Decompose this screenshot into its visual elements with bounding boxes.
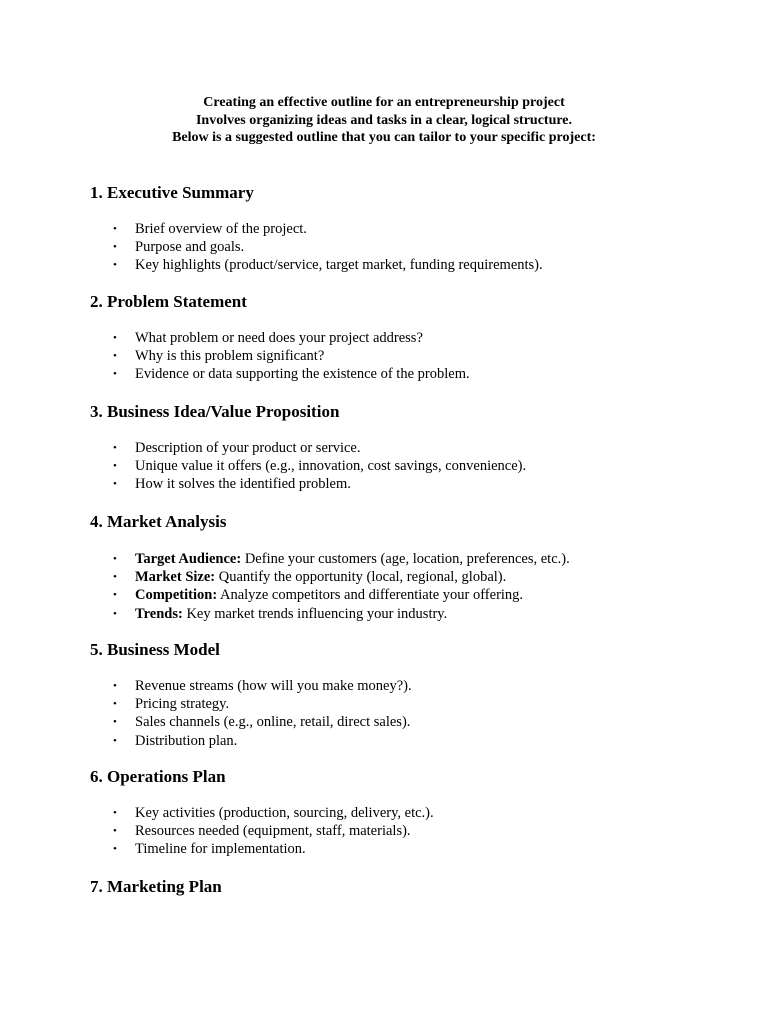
list-item (90, 677, 730, 695)
list-item-text: Resources needed (equipment, staff, materials). (135, 823, 411, 840)
list-item (90, 605, 730, 623)
list-item-text: Key highlights (product/service, target market, funding requirements). (135, 257, 543, 274)
section-heading: 7. Marketing Plan (90, 877, 222, 896)
list-item (90, 713, 730, 731)
bullet-list (90, 677, 730, 750)
bullet-icon: • (113, 460, 117, 473)
list-item (90, 695, 730, 713)
list-item-text: Why is this problem significant? (135, 348, 325, 365)
list-item-text: Key market trends influencing your industry. (182, 605, 448, 622)
bullet-icon: • (113, 350, 117, 363)
list-item-text: How it solves the identified problem. (135, 476, 351, 493)
section-business-idea (90, 402, 730, 493)
list-item (90, 822, 730, 840)
intro-line-1: Creating an effective outline for an entrepreneurship project (203, 95, 565, 110)
list-item-label: Competition: (135, 587, 218, 604)
list-item-text: Purpose and goals. (135, 239, 245, 256)
section-heading: 6. Operations Plan (90, 767, 226, 786)
list-item (90, 475, 730, 493)
bullet-list (90, 439, 730, 494)
section-marketing-plan (90, 877, 730, 897)
list-item (90, 238, 730, 256)
list-item-text: Key activities (production, sourcing, delivery, etc.). (135, 805, 434, 821)
list-item-text: Brief overview of the project. (135, 221, 307, 237)
intro-line-2: Involves organizing ideas and tasks in a clear, logical structure. (195, 112, 573, 128)
list-item (90, 439, 730, 457)
section-heading: 4. Market Analysis (90, 512, 227, 531)
section-market-analysis (90, 512, 730, 622)
bullet-icon: • (113, 223, 117, 235)
bullet-icon: • (113, 241, 117, 254)
bullet-icon: • (113, 368, 117, 381)
list-item-text: Evidence or data supporting the existence of the problem. (135, 366, 470, 383)
list-item-text: Unique value it offers (e.g., innovation, cost savings, convenience). (135, 458, 527, 475)
section-operations-plan (90, 767, 730, 858)
list-item-text: Distribution plan. (135, 732, 238, 749)
intro-block (0, 94, 768, 147)
list-item-text: Revenue streams (how will you make money?). (135, 678, 412, 694)
list-item (90, 256, 730, 274)
bullet-icon: • (113, 442, 117, 454)
bullet-icon: • (113, 553, 117, 565)
section-executive-summary (90, 183, 730, 274)
bullet-icon: • (113, 607, 117, 620)
list-item-label: Target Audience: (135, 551, 242, 567)
section-heading: 3. Business Idea/Value Proposition (90, 402, 340, 421)
bullet-list (90, 329, 730, 384)
list-item (90, 804, 730, 822)
list-item-text: Timeline for implementation. (135, 841, 306, 858)
bullet-list (90, 804, 730, 859)
list-item-text: What problem or need does your project address? (135, 330, 423, 346)
list-item (90, 347, 730, 365)
list-item (90, 732, 730, 750)
bullet-icon: • (113, 698, 117, 711)
bullet-icon: • (113, 478, 117, 491)
list-item-text: Analyze competitors and differentiate your offering. (217, 587, 524, 604)
list-item (90, 365, 730, 383)
bullet-icon: • (113, 332, 117, 344)
bullet-icon: • (113, 259, 117, 272)
list-item-text: Quantify the opportunity (local, regional, global). (215, 569, 507, 586)
bullet-list (90, 550, 730, 623)
bullet-icon: • (113, 589, 117, 602)
list-item-text: Pricing strategy. (135, 696, 230, 713)
intro-line-3: Below is a suggested outline that you can tailor to your specific project: (172, 130, 596, 145)
section-heading: 2. Problem Statement (90, 292, 247, 311)
list-item-label: Trends: (135, 605, 183, 622)
section-business-model (90, 640, 730, 749)
list-item (90, 457, 730, 475)
list-item-label: Market Size: (135, 569, 216, 586)
bullet-icon: • (113, 716, 117, 729)
section-problem-statement (90, 292, 730, 383)
bullet-icon: • (113, 680, 117, 692)
bullet-icon: • (113, 571, 117, 584)
list-item (90, 568, 730, 586)
list-item-text: Define your customers (age, location, preferences, etc.). (241, 551, 570, 567)
list-item (90, 329, 730, 347)
list-item-text: Sales channels (e.g., online, retail, direct sales). (135, 714, 411, 731)
bullet-icon: • (113, 734, 117, 747)
bullet-icon: • (113, 825, 117, 838)
list-item (90, 220, 730, 238)
list-item-text: Description of your product or service. (135, 440, 361, 456)
section-heading: 5. Business Model (90, 640, 220, 659)
list-item (90, 840, 730, 858)
bullet-icon: • (113, 807, 117, 819)
section-heading: 1. Executive Summary (90, 183, 254, 202)
bullet-list (90, 220, 730, 275)
list-item (90, 586, 730, 604)
list-item (90, 550, 730, 568)
bullet-icon: • (113, 843, 117, 856)
